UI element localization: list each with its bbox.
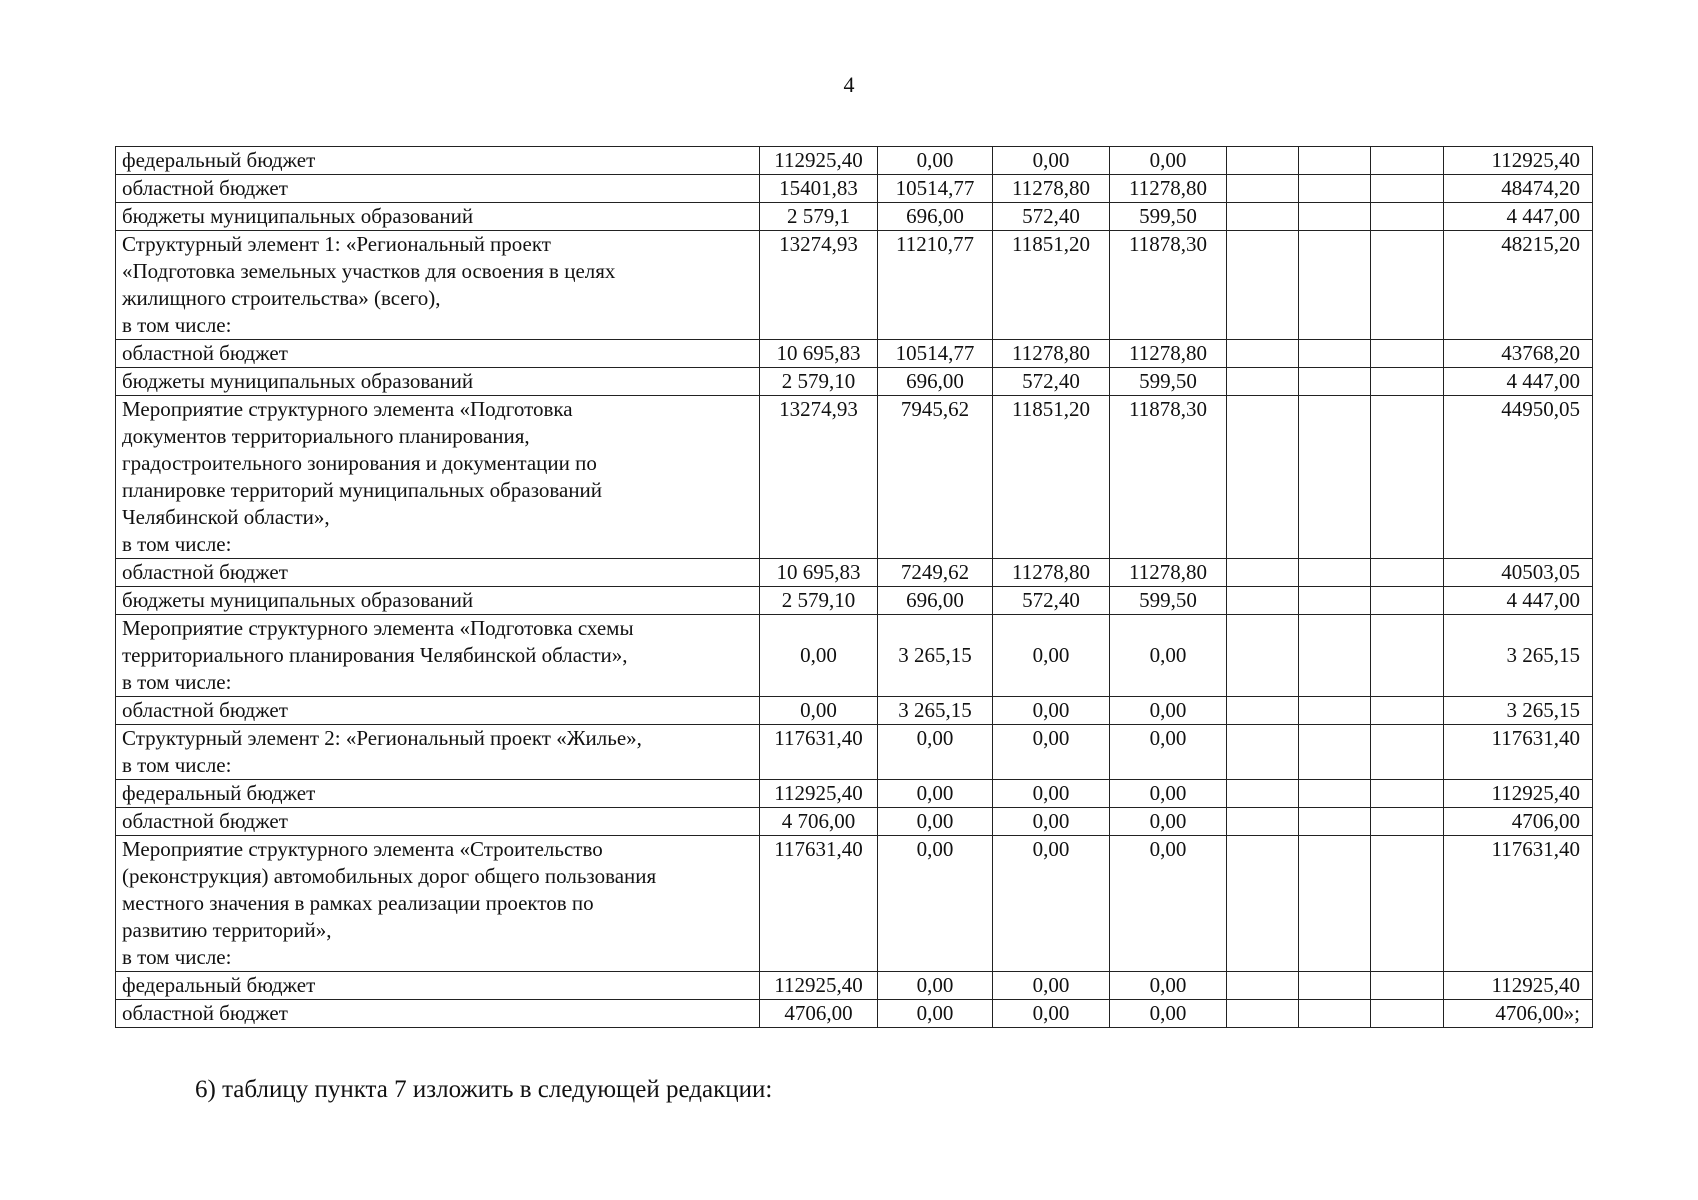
table-row xyxy=(116,147,1593,175)
value-cell: 4 706,00 xyxy=(760,808,878,836)
value-cell: 0,00 xyxy=(1110,697,1227,725)
value-cell xyxy=(1299,147,1371,175)
value-cell xyxy=(1299,340,1371,368)
value-cell xyxy=(1227,396,1299,559)
value-cell: 117631,40 xyxy=(760,725,878,780)
row-label: областной бюджет xyxy=(116,340,760,368)
value-cell: 2 579,10 xyxy=(760,587,878,615)
value-cell: 3 265,15 xyxy=(878,697,993,725)
table-row xyxy=(116,175,1593,203)
value-cell: 0,00 xyxy=(878,836,993,972)
value-cell: 0,00 xyxy=(878,972,993,1000)
total-cell: 4706,00 xyxy=(1444,808,1593,836)
value-cell: 696,00 xyxy=(878,368,993,396)
value-cell xyxy=(1371,396,1444,559)
value-cell: 13274,93 xyxy=(760,396,878,559)
value-cell xyxy=(1299,972,1371,1000)
value-cell xyxy=(1227,231,1299,340)
value-cell xyxy=(1227,1000,1299,1028)
row-label: бюджеты муниципальных образований xyxy=(116,368,760,396)
value-cell: 11278,80 xyxy=(1110,559,1227,587)
value-cell xyxy=(1371,697,1444,725)
footer-instruction: 6) таблицу пункта 7 изложить в следующей редакции: xyxy=(195,1076,773,1103)
value-cell xyxy=(1299,587,1371,615)
value-cell xyxy=(1299,175,1371,203)
value-cell: 112925,40 xyxy=(760,972,878,1000)
value-cell xyxy=(1227,203,1299,231)
table-row xyxy=(116,368,1593,396)
value-cell xyxy=(1227,697,1299,725)
value-cell: 0,00 xyxy=(760,697,878,725)
total-cell: 44950,05 xyxy=(1444,396,1593,559)
value-cell: 0,00 xyxy=(878,780,993,808)
value-cell: 11878,30 xyxy=(1110,396,1227,559)
value-cell xyxy=(1299,836,1371,972)
row-label: областной бюджет xyxy=(116,175,760,203)
row-label: федеральный бюджет xyxy=(116,147,760,175)
value-cell xyxy=(1371,836,1444,972)
value-cell xyxy=(1371,780,1444,808)
value-cell: 572,40 xyxy=(993,203,1110,231)
value-cell: 572,40 xyxy=(993,587,1110,615)
value-cell: 10514,77 xyxy=(878,340,993,368)
row-label: Структурный элемент 1: «Региональный проект «Подготовка земельных участков для освоения в целях жилищного строительства» (всего), в том числе: xyxy=(116,231,760,340)
table-row xyxy=(116,203,1593,231)
value-cell xyxy=(1299,559,1371,587)
value-cell xyxy=(1371,725,1444,780)
value-cell: 11851,20 xyxy=(993,396,1110,559)
row-label: бюджеты муниципальных образований xyxy=(116,203,760,231)
value-cell: 0,00 xyxy=(1110,808,1227,836)
value-cell: 11210,77 xyxy=(878,231,993,340)
value-cell xyxy=(1299,808,1371,836)
value-cell: 11278,80 xyxy=(993,559,1110,587)
budget-table xyxy=(115,146,1593,1028)
value-cell: 0,00 xyxy=(993,697,1110,725)
value-cell xyxy=(1371,615,1444,697)
table-row xyxy=(116,559,1593,587)
value-cell: 10 695,83 xyxy=(760,559,878,587)
value-cell xyxy=(1227,368,1299,396)
value-cell: 0,00 xyxy=(1110,147,1227,175)
value-cell: 0,00 xyxy=(993,808,1110,836)
value-cell: 0,00 xyxy=(878,147,993,175)
total-cell: 4 447,00 xyxy=(1444,368,1593,396)
table-row xyxy=(116,808,1593,836)
value-cell: 117631,40 xyxy=(760,836,878,972)
total-cell: 112925,40 xyxy=(1444,780,1593,808)
table-row xyxy=(116,340,1593,368)
table-row xyxy=(116,780,1593,808)
value-cell: 112925,40 xyxy=(760,147,878,175)
row-label: Мероприятие структурного элемента «Подготовка документов территориального планирования, градостроительного зонирования и документации по планировке территорий муниципальных образований Челябинской области», в том числе: xyxy=(116,396,760,559)
value-cell xyxy=(1299,396,1371,559)
value-cell: 4706,00 xyxy=(760,1000,878,1028)
value-cell xyxy=(1227,972,1299,1000)
total-cell: 117631,40 xyxy=(1444,725,1593,780)
value-cell: 0,00 xyxy=(1110,780,1227,808)
row-label: областной бюджет xyxy=(116,559,760,587)
value-cell xyxy=(1371,559,1444,587)
budget-table-body xyxy=(116,147,1593,1028)
value-cell: 599,50 xyxy=(1110,368,1227,396)
value-cell: 13274,93 xyxy=(760,231,878,340)
value-cell: 0,00 xyxy=(878,725,993,780)
total-cell: 4 447,00 xyxy=(1444,203,1593,231)
value-cell: 3 265,15 xyxy=(878,615,993,697)
value-cell xyxy=(1371,808,1444,836)
value-cell: 10 695,83 xyxy=(760,340,878,368)
value-cell: 0,00 xyxy=(1110,725,1227,780)
value-cell: 0,00 xyxy=(878,808,993,836)
value-cell: 2 579,1 xyxy=(760,203,878,231)
value-cell: 11278,80 xyxy=(993,175,1110,203)
value-cell xyxy=(1227,175,1299,203)
value-cell xyxy=(1227,615,1299,697)
table-row xyxy=(116,231,1593,340)
value-cell xyxy=(1227,587,1299,615)
value-cell xyxy=(1299,780,1371,808)
table-row xyxy=(116,725,1593,780)
total-cell: 48474,20 xyxy=(1444,175,1593,203)
value-cell: 2 579,10 xyxy=(760,368,878,396)
value-cell: 7249,62 xyxy=(878,559,993,587)
value-cell: 0,00 xyxy=(993,1000,1110,1028)
total-cell: 3 265,15 xyxy=(1444,615,1593,697)
value-cell: 112925,40 xyxy=(760,780,878,808)
row-label: Мероприятие структурного элемента «Строительство (реконструкция) автомобильных дорог общего пользования местного значения в рамках реализации проектов по развитию территорий», в том числе: xyxy=(116,836,760,972)
value-cell: 0,00 xyxy=(993,972,1110,1000)
row-label: областной бюджет xyxy=(116,1000,760,1028)
value-cell xyxy=(1227,808,1299,836)
value-cell: 599,50 xyxy=(1110,203,1227,231)
value-cell: 11878,30 xyxy=(1110,231,1227,340)
value-cell xyxy=(1299,697,1371,725)
total-cell: 112925,40 xyxy=(1444,972,1593,1000)
value-cell: 599,50 xyxy=(1110,587,1227,615)
row-label: бюджеты муниципальных образований xyxy=(116,587,760,615)
value-cell xyxy=(1299,203,1371,231)
value-cell xyxy=(1299,231,1371,340)
value-cell xyxy=(1227,559,1299,587)
total-cell: 43768,20 xyxy=(1444,340,1593,368)
value-cell: 0,00 xyxy=(993,147,1110,175)
page-number: 4 xyxy=(843,72,855,97)
value-cell: 0,00 xyxy=(993,780,1110,808)
value-cell: 11851,20 xyxy=(993,231,1110,340)
value-cell xyxy=(1227,147,1299,175)
value-cell xyxy=(1371,972,1444,1000)
row-label: федеральный бюджет xyxy=(116,972,760,1000)
table-row xyxy=(116,615,1593,697)
row-label: Мероприятие структурного элемента «Подготовка схемы территориального планирования Челябинской области», в том числе: xyxy=(116,615,760,697)
table-row xyxy=(116,587,1593,615)
value-cell: 11278,80 xyxy=(1110,175,1227,203)
value-cell: 0,00 xyxy=(993,836,1110,972)
value-cell xyxy=(1227,780,1299,808)
value-cell xyxy=(1371,340,1444,368)
value-cell: 0,00 xyxy=(1110,1000,1227,1028)
value-cell: 0,00 xyxy=(878,1000,993,1028)
total-cell: 48215,20 xyxy=(1444,231,1593,340)
value-cell xyxy=(1371,368,1444,396)
value-cell xyxy=(1227,836,1299,972)
value-cell xyxy=(1371,1000,1444,1028)
total-cell: 112925,40 xyxy=(1444,147,1593,175)
table-row xyxy=(116,972,1593,1000)
value-cell: 0,00 xyxy=(1110,972,1227,1000)
total-cell: 117631,40 xyxy=(1444,836,1593,972)
value-cell xyxy=(1299,615,1371,697)
row-label: областной бюджет xyxy=(116,808,760,836)
value-cell: 7945,62 xyxy=(878,396,993,559)
table-row xyxy=(116,836,1593,972)
table-row xyxy=(116,697,1593,725)
table-row xyxy=(116,396,1593,559)
value-cell xyxy=(1299,725,1371,780)
total-cell: 4 447,00 xyxy=(1444,587,1593,615)
total-cell: 3 265,15 xyxy=(1444,697,1593,725)
value-cell xyxy=(1371,231,1444,340)
table-row xyxy=(116,1000,1593,1028)
value-cell: 696,00 xyxy=(878,587,993,615)
value-cell: 0,00 xyxy=(760,615,878,697)
value-cell xyxy=(1371,203,1444,231)
value-cell: 11278,80 xyxy=(1110,340,1227,368)
row-label: областной бюджет xyxy=(116,697,760,725)
value-cell xyxy=(1227,725,1299,780)
value-cell: 10514,77 xyxy=(878,175,993,203)
value-cell: 0,00 xyxy=(993,725,1110,780)
row-label: федеральный бюджет xyxy=(116,780,760,808)
value-cell: 572,40 xyxy=(993,368,1110,396)
row-label: Структурный элемент 2: «Региональный проект «Жилье», в том числе: xyxy=(116,725,760,780)
total-cell: 4706,00»; xyxy=(1444,1000,1593,1028)
value-cell xyxy=(1299,1000,1371,1028)
value-cell xyxy=(1371,147,1444,175)
value-cell: 15401,83 xyxy=(760,175,878,203)
value-cell: 11278,80 xyxy=(993,340,1110,368)
value-cell xyxy=(1299,368,1371,396)
value-cell xyxy=(1227,340,1299,368)
total-cell: 40503,05 xyxy=(1444,559,1593,587)
value-cell xyxy=(1371,587,1444,615)
value-cell: 0,00 xyxy=(1110,836,1227,972)
value-cell: 0,00 xyxy=(1110,615,1227,697)
value-cell xyxy=(1371,175,1444,203)
value-cell: 0,00 xyxy=(993,615,1110,697)
value-cell: 696,00 xyxy=(878,203,993,231)
